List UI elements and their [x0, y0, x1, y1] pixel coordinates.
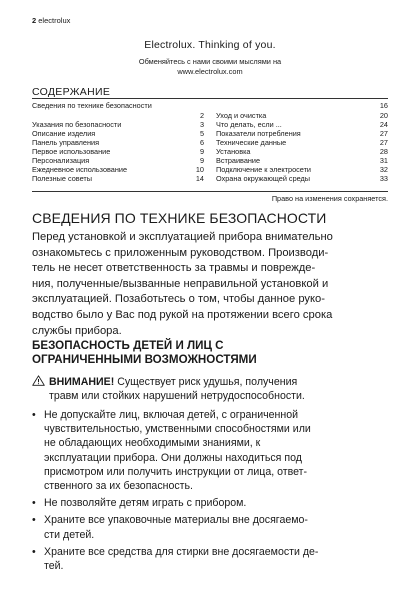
warning-text: травм или стойких нарушений нетрудоспособности. — [49, 390, 305, 402]
toc-label: Технические данные — [216, 138, 287, 147]
toc-entry[interactable] — [216, 147, 388, 156]
toc-label: Что делать, если ... — [216, 120, 282, 129]
list-item — [32, 408, 392, 493]
text-line: ственного за их безопасность. — [44, 480, 193, 493]
toc-entry[interactable] — [32, 174, 204, 183]
toc-page: 16 — [379, 101, 388, 110]
toc-column-right — [216, 111, 388, 183]
toc-entry[interactable] — [32, 147, 204, 156]
toc-label: Охрана окружающей среды — [216, 174, 311, 183]
toc-entry[interactable] — [32, 101, 388, 110]
toc-page: 9 — [199, 156, 204, 165]
toc-page: 9 — [199, 147, 204, 156]
toc-page: 27 — [379, 129, 388, 138]
toc-label: Персонализация — [32, 156, 90, 165]
bullet: • — [32, 514, 36, 527]
toc-divider — [32, 98, 388, 99]
rights-notice: Право на изменения сохраняется. — [271, 194, 388, 203]
toc-entry[interactable] — [32, 129, 204, 138]
heading-line: ОГРАНИЧЕННЫМИ ВОЗМОЖНОСТЯМИ — [32, 352, 257, 366]
toc-entry[interactable] — [32, 156, 204, 165]
text-line: эксплуатации прибора. Они должны находиться под — [44, 451, 302, 464]
toc-page: 14 — [195, 174, 204, 183]
text-line: не обладающих необходимыми знаниями, к — [44, 437, 261, 450]
toc-label: Указания по безопасности — [32, 120, 122, 129]
toc-label: Полезные советы — [32, 174, 92, 183]
toc-label: Панель управления — [32, 138, 100, 147]
toc-page: 28 — [379, 147, 388, 156]
bullet: • — [32, 409, 36, 421]
toc-label: Установка — [216, 147, 251, 156]
text-line: водство было у Вас под рукой на протяжении всего срока — [32, 308, 333, 321]
warning-block — [32, 375, 392, 403]
tagline: Electrolux. Thinking of you. — [144, 39, 276, 51]
toc-title: СОДЕРЖАНИЕ — [32, 86, 111, 98]
toc-label: Сведения по технике безопасности — [32, 101, 152, 110]
list-item — [32, 545, 392, 573]
page-number: 2 — [32, 16, 37, 25]
toc-entry[interactable] — [216, 111, 388, 120]
text-line: службы прибора. — [32, 324, 122, 337]
page-header — [32, 16, 70, 25]
warning-text: Существует риск удушья, получения — [114, 376, 298, 388]
toc-page: 24 — [379, 120, 388, 129]
text-line: Не позволяйте детям играть с прибором. — [44, 497, 247, 510]
toc-label: Уход и очистка — [216, 111, 267, 120]
text-line: Перед установкой и эксплуатацией прибора внимательно — [32, 231, 333, 243]
bullet: • — [32, 545, 36, 558]
toc-entry[interactable] — [32, 120, 204, 129]
bullet: • — [32, 497, 36, 510]
text-line: сти детей. — [44, 528, 95, 541]
warning-label: ВНИМАНИЕ! — [49, 376, 115, 388]
text-line: присмотром или получить инструкции от лица, ответ- — [44, 465, 308, 478]
toc-entry[interactable] — [216, 156, 388, 165]
text-line: тей. — [44, 560, 64, 573]
toc-label: Первое использование — [32, 147, 111, 156]
toc-entry[interactable] — [32, 111, 204, 120]
toc-page: 5 — [199, 129, 204, 138]
toc-page: 20 — [379, 111, 388, 120]
text-line: эксплуатацией. Позаботьтесь о том, чтобы данное руко- — [32, 293, 325, 306]
bullet-list — [32, 408, 392, 576]
toc-entry[interactable] — [216, 174, 388, 183]
website-link[interactable]: www.electrolux.com — [177, 66, 243, 76]
toc-label: Ежедневное использование — [32, 165, 128, 174]
toc-entry[interactable] — [216, 120, 388, 129]
toc-entry[interactable] — [216, 165, 388, 174]
share-text — [0, 57, 420, 76]
share-line: Обменяйтесь с нами своими мыслями на — [138, 57, 282, 66]
text-line: Храните все средства для стирки вне досягаемости де- — [44, 545, 319, 558]
toc-entry[interactable] — [32, 138, 204, 147]
toc-page: 3 — [199, 120, 204, 129]
toc-column-left — [32, 111, 204, 183]
text-line: тель не несет ответственность за травмы и поврежде- — [32, 262, 316, 275]
toc-page: 32 — [379, 165, 388, 174]
toc-page: 10 — [195, 165, 204, 174]
toc-label: Описание изделия — [32, 129, 96, 138]
toc-entry[interactable] — [216, 138, 388, 147]
safety-paragraph — [32, 230, 392, 339]
toc-label: Подключение к электросети — [216, 165, 312, 174]
text-line: чувствительностью, умственными способностями или — [44, 423, 311, 436]
list-item — [32, 513, 392, 541]
text-line: ознакомьтесь с приложенным руководством. Производи- — [32, 246, 329, 259]
toc-bottom-divider — [32, 191, 388, 192]
toc-entry[interactable] — [32, 165, 204, 174]
warning-triangle-icon — [32, 375, 45, 386]
toc-entry[interactable] — [216, 129, 388, 138]
toc-page: 31 — [379, 156, 388, 165]
toc-page: 2 — [199, 111, 204, 120]
toc-page: 33 — [379, 174, 388, 183]
text-line: Храните все упаковочные материалы вне досягаемо- — [44, 514, 308, 527]
text-line: ния, полученные/вызванные неправильной установкой и — [32, 277, 329, 290]
heading-line: БЕЗОПАСНОСТЬ ДЕТЕЙ И ЛИЦ С — [32, 339, 224, 352]
list-item — [32, 496, 392, 510]
text-line: Не допускайте лиц, включая детей, с ограниченной — [44, 409, 299, 421]
section-heading: СВЕДЕНИЯ ПО ТЕХНИКЕ БЕЗОПАСНОСТИ — [32, 210, 327, 226]
brand-name: electrolux — [38, 16, 71, 25]
toc-label: Встраивание — [216, 156, 261, 165]
toc-page: 6 — [199, 138, 204, 147]
toc-label: Показатели потребления — [216, 129, 301, 138]
subsection-heading — [32, 339, 392, 366]
toc-page: 27 — [379, 138, 388, 147]
